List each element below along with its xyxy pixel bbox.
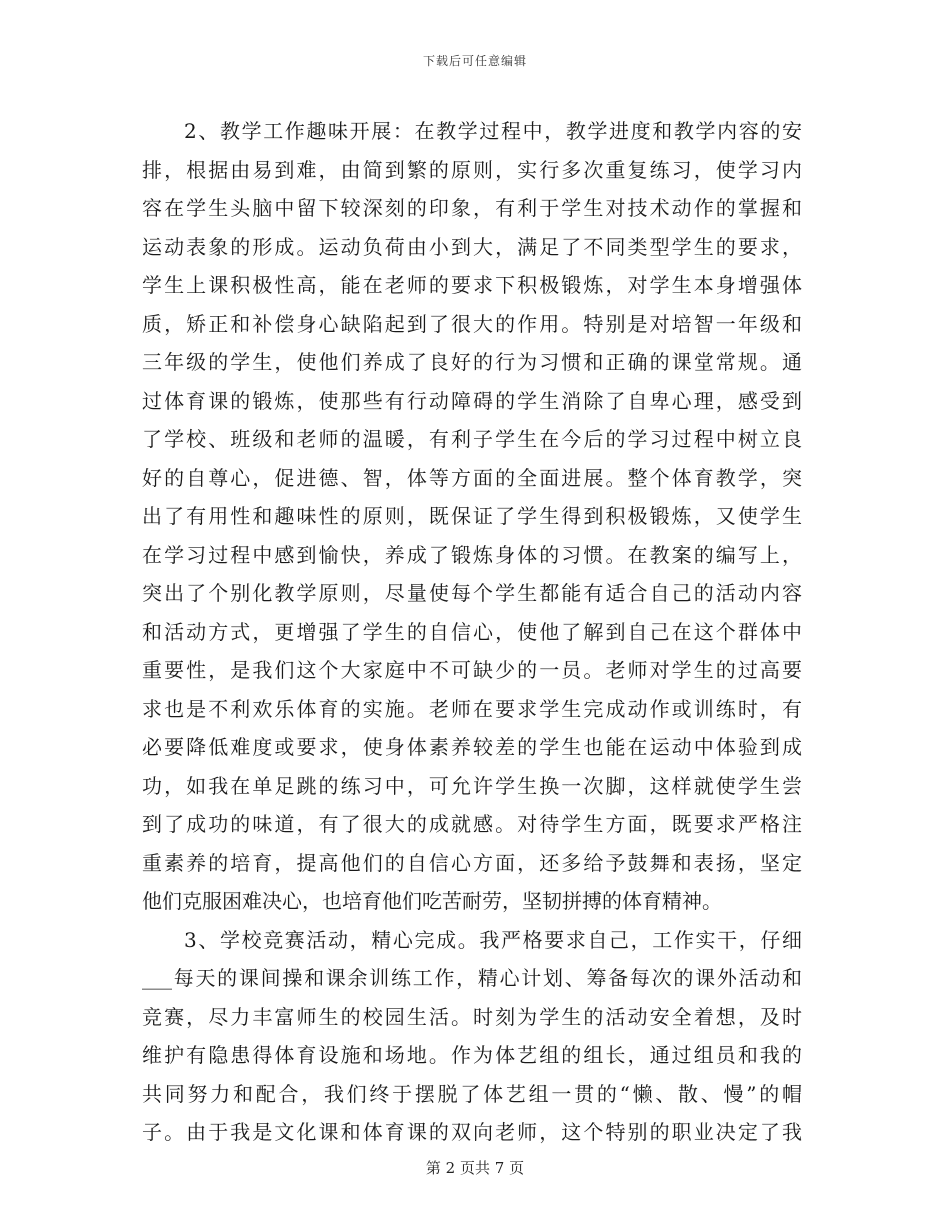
text-line: 排，根据由易到难，由简到繁的原则，实行多次重复练习，使学习内 <box>142 157 802 182</box>
text-line: ___每天的课间操和课余训练工作，精心计划、筹备每次的课外活动和 <box>142 966 802 990</box>
text-line: 维护有隐患得体育设施和场地。作为体艺组的组长，通过组员和我的 <box>142 1043 802 1067</box>
text-line: 2、教学工作趣味开展：在教学过程中，教学进度和教学内容的安 <box>184 119 802 143</box>
text-line: 竞赛，尽力丰富师生的校园生活。时刻为学生的活动安全着想，及时 <box>142 1004 802 1029</box>
text-line: 子。由于我是文化课和体育课的双向老师，这个特别的职业决定了我 <box>142 1120 802 1144</box>
text-line: 共同努力和配合，我们终于摆脱了体艺组一贯的“懒、散、慢”的帽 <box>142 1081 802 1106</box>
text-line: 他们克服困难决心，也培育他们吃苦耐劳，坚韧拼搏的体育精神。 <box>142 889 722 913</box>
text-line: 到了成功的味道，有了很大的成就感。对待学生方面，既要求严格注 <box>142 812 802 836</box>
text-line: 容在学生头脑中留下较深刻的印象，有利于学生对技术动作的掌握和 <box>142 196 802 220</box>
text-line: 在学习过程中感到愉快，养成了锻炼身体的习惯。在教案的编写上， <box>142 542 802 567</box>
page-header: 下载后可任意编辑 <box>422 54 527 68</box>
text-line: 功，如我在单足跳的练习中，可允许学生换一次脚，这样就使学生尝 <box>142 773 802 798</box>
text-line: 学生上课积极性高，能在老师的要求下积极锻炼，对学生本身增强体 <box>142 273 802 297</box>
text-line: 必要降低难度或要求，使身体素养较差的学生也能在运动中体验到成 <box>142 735 802 759</box>
text-line: 运动表象的形成。运动负荷由小到大，满足了不同类型学生的要求， <box>142 234 802 259</box>
page-footer: 第 2 页共 7 页 <box>425 1159 525 1177</box>
text-line: 出了有用性和趣味性的原则，既保证了学生得到积极锻炼，又使学生 <box>142 504 802 528</box>
text-line: 求也是不利欢乐体育的实施。老师在要求学生完成动作或训练时，有 <box>142 696 802 721</box>
text-line: 好的自尊心，促进德、智，体等方面的全面进展。整个体育教学，突 <box>142 465 802 490</box>
text-line: 重要性，是我们这个大家庭中不可缺少的一员。老师对学生的过高要 <box>142 658 802 682</box>
text-line: 质，矫正和补偿身心缺陷起到了很大的作用。特别是对培智一年级和 <box>142 311 802 336</box>
text-line: 重素养的培育，提高他们的自信心方面，还多给予鼓舞和表扬，坚定 <box>142 850 802 875</box>
text-line: 3、学校竞赛活动，精心完成。我严格要求自己，工作实干，仔细 <box>184 927 802 952</box>
text-line: 过体育课的锻炼，使那些有行动障碍的学生消除了自卑心理，感受到 <box>142 388 802 413</box>
text-line: 了学校、班级和老师的温暖，有利子学生在今后的学习过程中树立良 <box>142 427 802 451</box>
text-line: 和活动方式，更增强了学生的自信心，使他了解到自己在这个群体中 <box>142 619 802 644</box>
text-line: 突出了个别化教学原则，尽量使每个学生都能有适合自己的活动内容 <box>142 581 802 605</box>
document-body <box>142 112 802 1152</box>
text-line: 三年级的学生，使他们养成了良好的行为习惯和正确的课堂常规。通 <box>142 350 802 374</box>
